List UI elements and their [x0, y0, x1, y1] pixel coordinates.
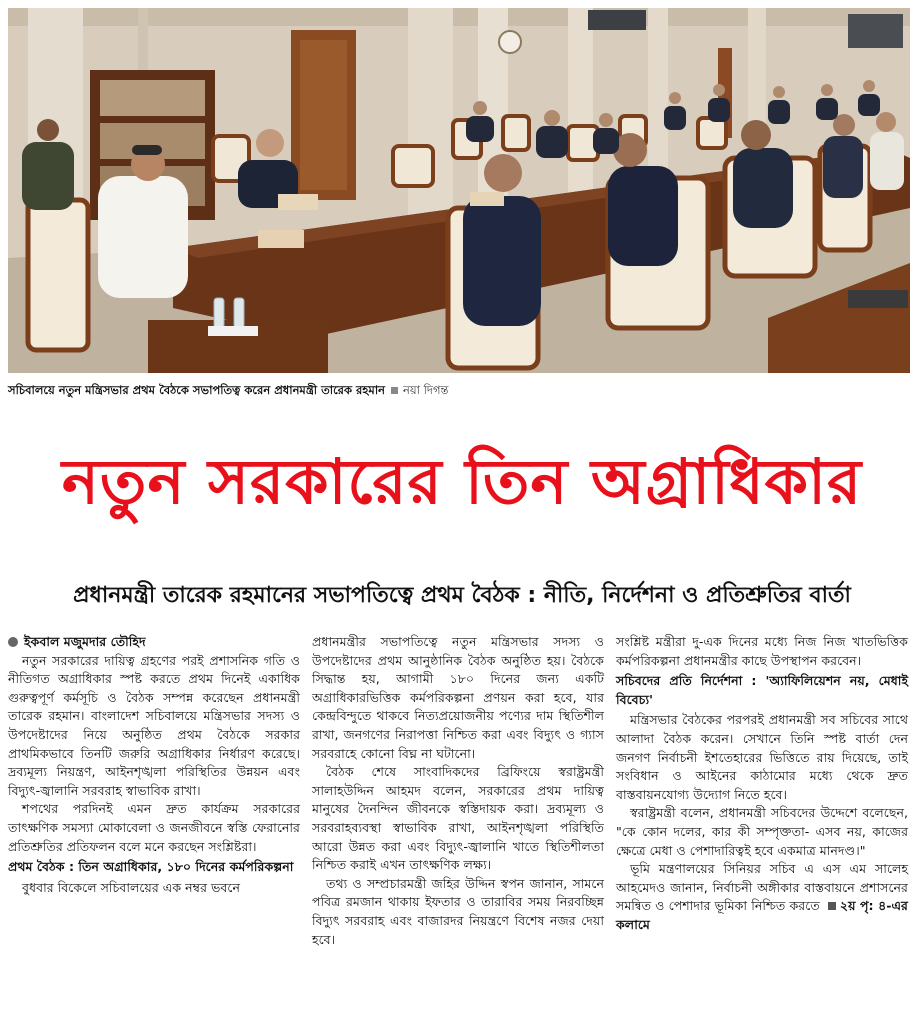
paragraph: সংশ্লিষ্ট মন্ত্রীরা দু-এক দিনের মধ্যে নিজ নিজ খাতভিত্তিক কর্মপরিকল্পনা প্রধানমন্ত্রীর কাছে উপস্থাপন করবেন। [616, 634, 908, 668]
byline [8, 633, 300, 652]
article-column-2 [312, 633, 604, 949]
paragraph: স্বরাষ্ট্রমন্ত্রী বলেন, প্রধানমন্ত্রী সচিবদের উদ্দেশে বলেছেন, "কে কোন দলের, কার কী সম্পৃক্ততা- এসব নয়, কাজের ক্ষেত্রে মেধা ও পেশাদারিত্বই হবে একমাত্র মানদণ্ড।" [616, 805, 908, 858]
paragraph: তথ্য ও সম্প্রচারমন্ত্রী জহির উদ্দিন স্বপন জানান, সামনে পবিত্র রমজান থাকায় ইফতার ও তারাবির সময় নিরবচ্ছিন্ন বিদ্যুৎ সরবরাহ এবং বাজারদর নিয়ন্ত্রণে বিশেষ নজর দেয়া হবে। [312, 875, 604, 947]
paragraph: বৈঠক শেষে সাংবাদিকদের ব্রিফিংয়ে স্বরাষ্ট্রমন্ত্রী সালাহউদ্দিন আহমদ বলেন, সরকারের প্রথম দায়িত্ব মানুষের দৈনন্দিন জীবনকে স্বস্তিদায়ক করা। দ্রব্যমূল্য ও সরবরাহব্যবস্থা স্বাভাবিক রাখা, আইনশৃঙ্খলা পরিস্থিতি আরো উন্নত করা এবং বিদ্যুৎ-জ্বালানি খাতে স্থিতিশীলতা নিশ্চিত করাই এখন তাৎক্ষণিক লক্ষ্য। [312, 764, 604, 873]
cabinet-meeting-photo [8, 8, 910, 373]
byline-author: ইকবাল মজুমদার তৌহিদ [24, 634, 146, 649]
caption-text: সচিবালয়ে নতুন মন্ত্রিসভার প্রথম বৈঠকে সভাপতিত্ব করেন প্রধানমন্ত্রী তারেক রহমান [8, 383, 386, 397]
paragraph: শপথের পরদিনই এমন দ্রুত কার্যক্রম সরকারের তাৎক্ষণিক সমস্যা মোকাবেলা ও জনজীবনে স্বস্তি ফেরানোর প্রতিশ্রুতির প্রতিফলন বলে মনে করছেন সংশ্লিষ্টরা। [8, 801, 300, 854]
article-column-3 [616, 633, 908, 935]
paragraph: বুধবার বিকেলে সচিবালয়ের এক নম্বর ভবনে [22, 879, 240, 895]
separator-square-icon [391, 387, 398, 394]
section-subtitle: প্রথম বৈঠক : তিন অগ্রাধিকার, ১৮০ দিনের কর্মপরিকল্পনা [8, 859, 294, 875]
photo-caption [8, 382, 908, 401]
separator-square-icon [828, 902, 836, 910]
section-subtitle: সচিবদের প্রতি নির্দেশনা : 'অ্যাফিলিয়েশন নয়, মেধাই বিবেচ্য' [616, 673, 908, 707]
paragraph: প্রধানমন্ত্রীর সভাপতিত্বে নতুন মন্ত্রিসভার সদস্য ও উপদেষ্টাদের প্রথম আনুষ্ঠানিক বৈঠক অনুষ্ঠিত হয়। বৈঠকে সিদ্ধান্ত হয়, আগামী ১৮০ দিনের জন্য একটি অগ্রাধিকারভিত্তিক কর্মপরিকল্পনা প্রণয়ন করা হবে, যার কেন্দ্রবিন্দুতে থাকবে নিত্যপ্রয়োজনীয় পণ্যের দাম স্থিতিশীল রাখা, জনগণের নিরাপত্তা নিশ্চিত করা এবং বিদ্যুৎ ও গ্যাস সরবরাহে কোনো বিঘ্ন না ঘটানো। [312, 634, 604, 761]
subheadline: প্রধানমন্ত্রী তারেক রহমানের সভাপতিত্বে প্রথম বৈঠক : নীতি, নির্দেশনা ও প্রতিশ্রুতির বার্তা [73, 583, 851, 608]
headline: নতুন সরকারের তিন অগ্রাধিকার [61, 445, 863, 518]
paragraph-with-jump [616, 860, 908, 934]
byline-bullet-icon [8, 637, 18, 647]
article-column-1 [8, 633, 300, 897]
jump-label: ২য় পৃ: ৪-এর কলামে [616, 898, 908, 932]
paragraph: নতুন সরকারের দায়িত্ব গ্রহণের পরই প্রশাসনিক গতি ও নীতিগত অগ্রাধিকার স্পষ্ট করতে প্রথম দিনেই একাধিক গুরুত্বপূর্ণ কর্মসূচি ও বৈঠক সম্পন্ন করেছেন প্রধানমন্ত্রী তারেক রহমান। বাংলাদেশ সচিবালয়ে মন্ত্রিসভার সদস্য ও উপদেষ্টাদের নিয়ে অনুষ্ঠিত প্রথম বৈঠকে সরকার প্রাথমিকভাবে তিনটি জরুরি অগ্রাধিকার নির্ধারণ করেছে। দ্রব্যমূল্য নিয়ন্ত্রণ, আইনশৃঙ্খলা পরিস্থিতির উন্নয়ন এবং বিদ্যুৎ-জ্বালানি সরবরাহ স্বাভাবিক রাখা। [8, 652, 300, 798]
caption-credit: নয়া দিগন্ত [403, 383, 449, 397]
paragraph: মন্ত্রিসভার বৈঠকের পরপরই প্রধানমন্ত্রী সব সচিবের সাথে আলাদা বৈঠক করেন। সেখানে তিনি স্পষ্ট বার্তা দেন জনগণ নির্বাচনী ইশতেহারের ভিত্তিতে রায় দিয়েছে, তাই সংবিধান ও আইনের কাঠামোর মধ্যে থেকে দ্রুত বাস্তবায়নযোগ্য উদ্যোগ নিতে হবে। [616, 712, 908, 802]
paragraph-text: ভূমি মন্ত্রণালয়ের সিনিয়র সচিব এ এস এম সালেহ আহমেদও জানান, নির্বাচনী অঙ্গীকার বাস্তবায়নে প্রশাসনের সমন্বিত ও পেশাদার ভূমিকা নিশ্চিত করতে [616, 861, 908, 914]
